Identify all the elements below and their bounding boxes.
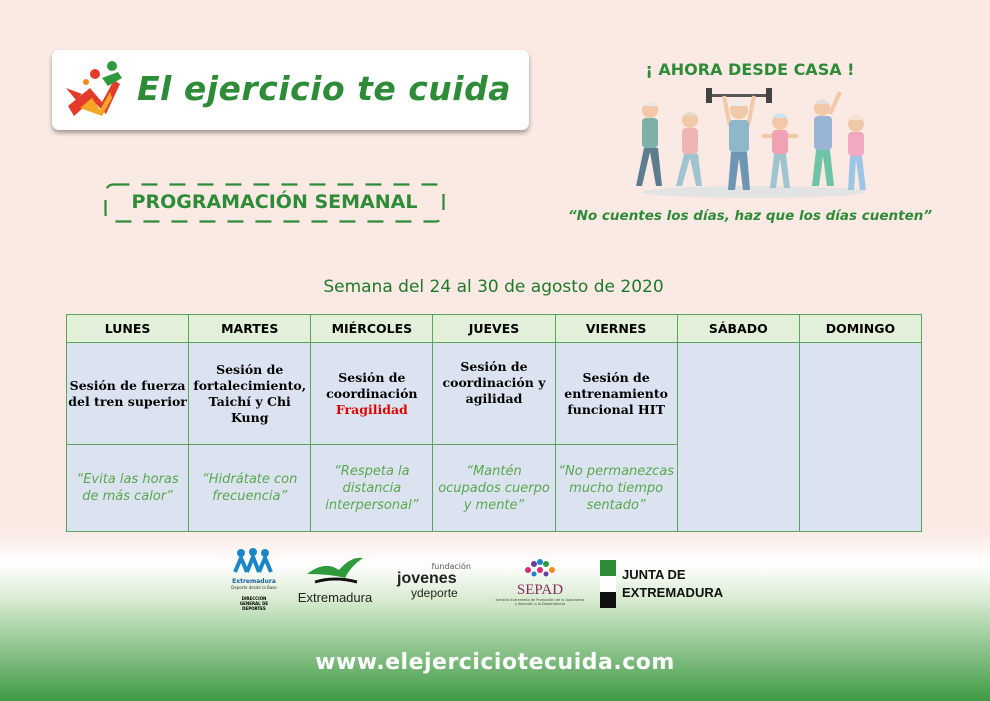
day-header: JUEVES [433, 315, 555, 343]
session-cell [311, 343, 433, 445]
day-header: VIERNES [555, 315, 677, 343]
session-line: Sesión de [460, 359, 528, 374]
session-line: Sesión de [582, 369, 650, 385]
week-label: Semana del 24 al 30 de agosto de 2020 [323, 277, 664, 297]
session-line: funcional HIT [567, 401, 665, 417]
table-header-row [67, 315, 922, 343]
sponsor-name: SEPAD [516, 582, 564, 598]
session-cell [189, 343, 311, 445]
session-cell [67, 343, 189, 445]
sponsor-deportes-logo [231, 548, 277, 611]
day-header: DOMINGO [799, 315, 921, 343]
session-line: fortalecimiento, [193, 377, 307, 393]
tip-line: interpersonal” [325, 497, 419, 513]
people-group-icon [231, 548, 275, 574]
tip-line: “Mantén [466, 463, 522, 479]
tip-line: de más calor” [82, 489, 173, 504]
sponsor-line: EXTREMADURA [622, 585, 724, 600]
session-line: coordinación [326, 385, 418, 401]
sponsor-prefix: fundación [431, 562, 471, 571]
tip-line: sentado” [586, 497, 646, 513]
session-line: entrenamiento [564, 385, 668, 401]
sponsor-extremadura-logo [291, 552, 379, 605]
empty-day-cell [677, 343, 799, 532]
tagline: ¡ AHORA DESDE CASA ! [645, 60, 855, 79]
elderly-exercise-illustration [634, 86, 874, 200]
sponsor-subtitle: DIRECCIÓN GENERAL DE DEPORTES [239, 596, 269, 611]
sponsor-subtitle: Servicio Extremeño de Promoción de la Autonomía y Atención a la Dependencia [495, 598, 585, 606]
day-header: SÁBADO [677, 315, 799, 343]
day-header: MIÉRCOLES [311, 315, 433, 343]
sponsor-junta-logo [600, 560, 724, 608]
website-link[interactable]: www.elejerciciotecuida.com [315, 650, 675, 675]
tip-line: y mente” [463, 497, 525, 513]
session-line: Sesión de [216, 361, 284, 377]
sponsor-name [622, 566, 723, 602]
tip-line: ocupados cuerpo [438, 480, 550, 496]
program-label: PROGRAMACIÓN SEMANAL [131, 191, 418, 213]
brand-title: El ejercicio te cuida [137, 69, 511, 108]
tip-cell [555, 445, 677, 532]
table-row [67, 343, 922, 445]
tip-cell [67, 445, 189, 532]
session-line: coordinación y [442, 375, 546, 390]
tip-cell [189, 445, 311, 532]
tip-line: “Hidrátate con [202, 472, 298, 487]
sponsor-name: Extremadura [297, 590, 373, 605]
tip-line: “No permanezcas [558, 463, 674, 479]
session-cell [433, 343, 555, 445]
session-highlight: Fragilidad [335, 401, 408, 417]
session-cell [555, 343, 677, 445]
session-line: Sesión de [338, 369, 406, 385]
sponsor-subtitle: Deporte desde la Base [231, 585, 277, 590]
session-line: Taichí y Chi Kung [208, 393, 291, 425]
session-line: del tren superior [68, 393, 187, 409]
runner-logo-icon [62, 58, 128, 122]
session-line: agilidad [465, 391, 523, 406]
flag-icon [600, 560, 616, 608]
sponsor-logos [225, 548, 725, 618]
tip-line: distancia [342, 480, 402, 496]
day-header: MARTES [189, 315, 311, 343]
sponsor-name: Extremadura [232, 578, 276, 585]
brand-logo-box [52, 50, 529, 130]
program-label-frame [104, 183, 445, 223]
tip-line: frecuencia” [212, 489, 288, 504]
tip-cell [433, 445, 555, 532]
session-line: Sesión de fuerza [69, 377, 186, 393]
sponsor-sepad-logo [495, 558, 585, 606]
sponsor-name: jovenes [397, 570, 457, 587]
day-header: LUNES [67, 315, 189, 343]
sponsor-subtitle: ydeporte [411, 586, 458, 600]
sponsor-line: JUNTA DE [622, 567, 686, 582]
bird-icon [305, 552, 365, 586]
dots-icon [520, 558, 560, 578]
tip-line: mucho tiempo [569, 480, 664, 496]
tip-line: “Respeta la [334, 463, 410, 479]
tip-cell [311, 445, 433, 532]
weekly-schedule-table [66, 314, 922, 532]
motivational-quote: “No cuentes los días, haz que los días cuenten” [567, 208, 933, 224]
empty-day-cell [799, 343, 921, 532]
tip-line: “Evita las horas [76, 472, 179, 487]
sponsor-fundacion-logo [397, 562, 489, 599]
